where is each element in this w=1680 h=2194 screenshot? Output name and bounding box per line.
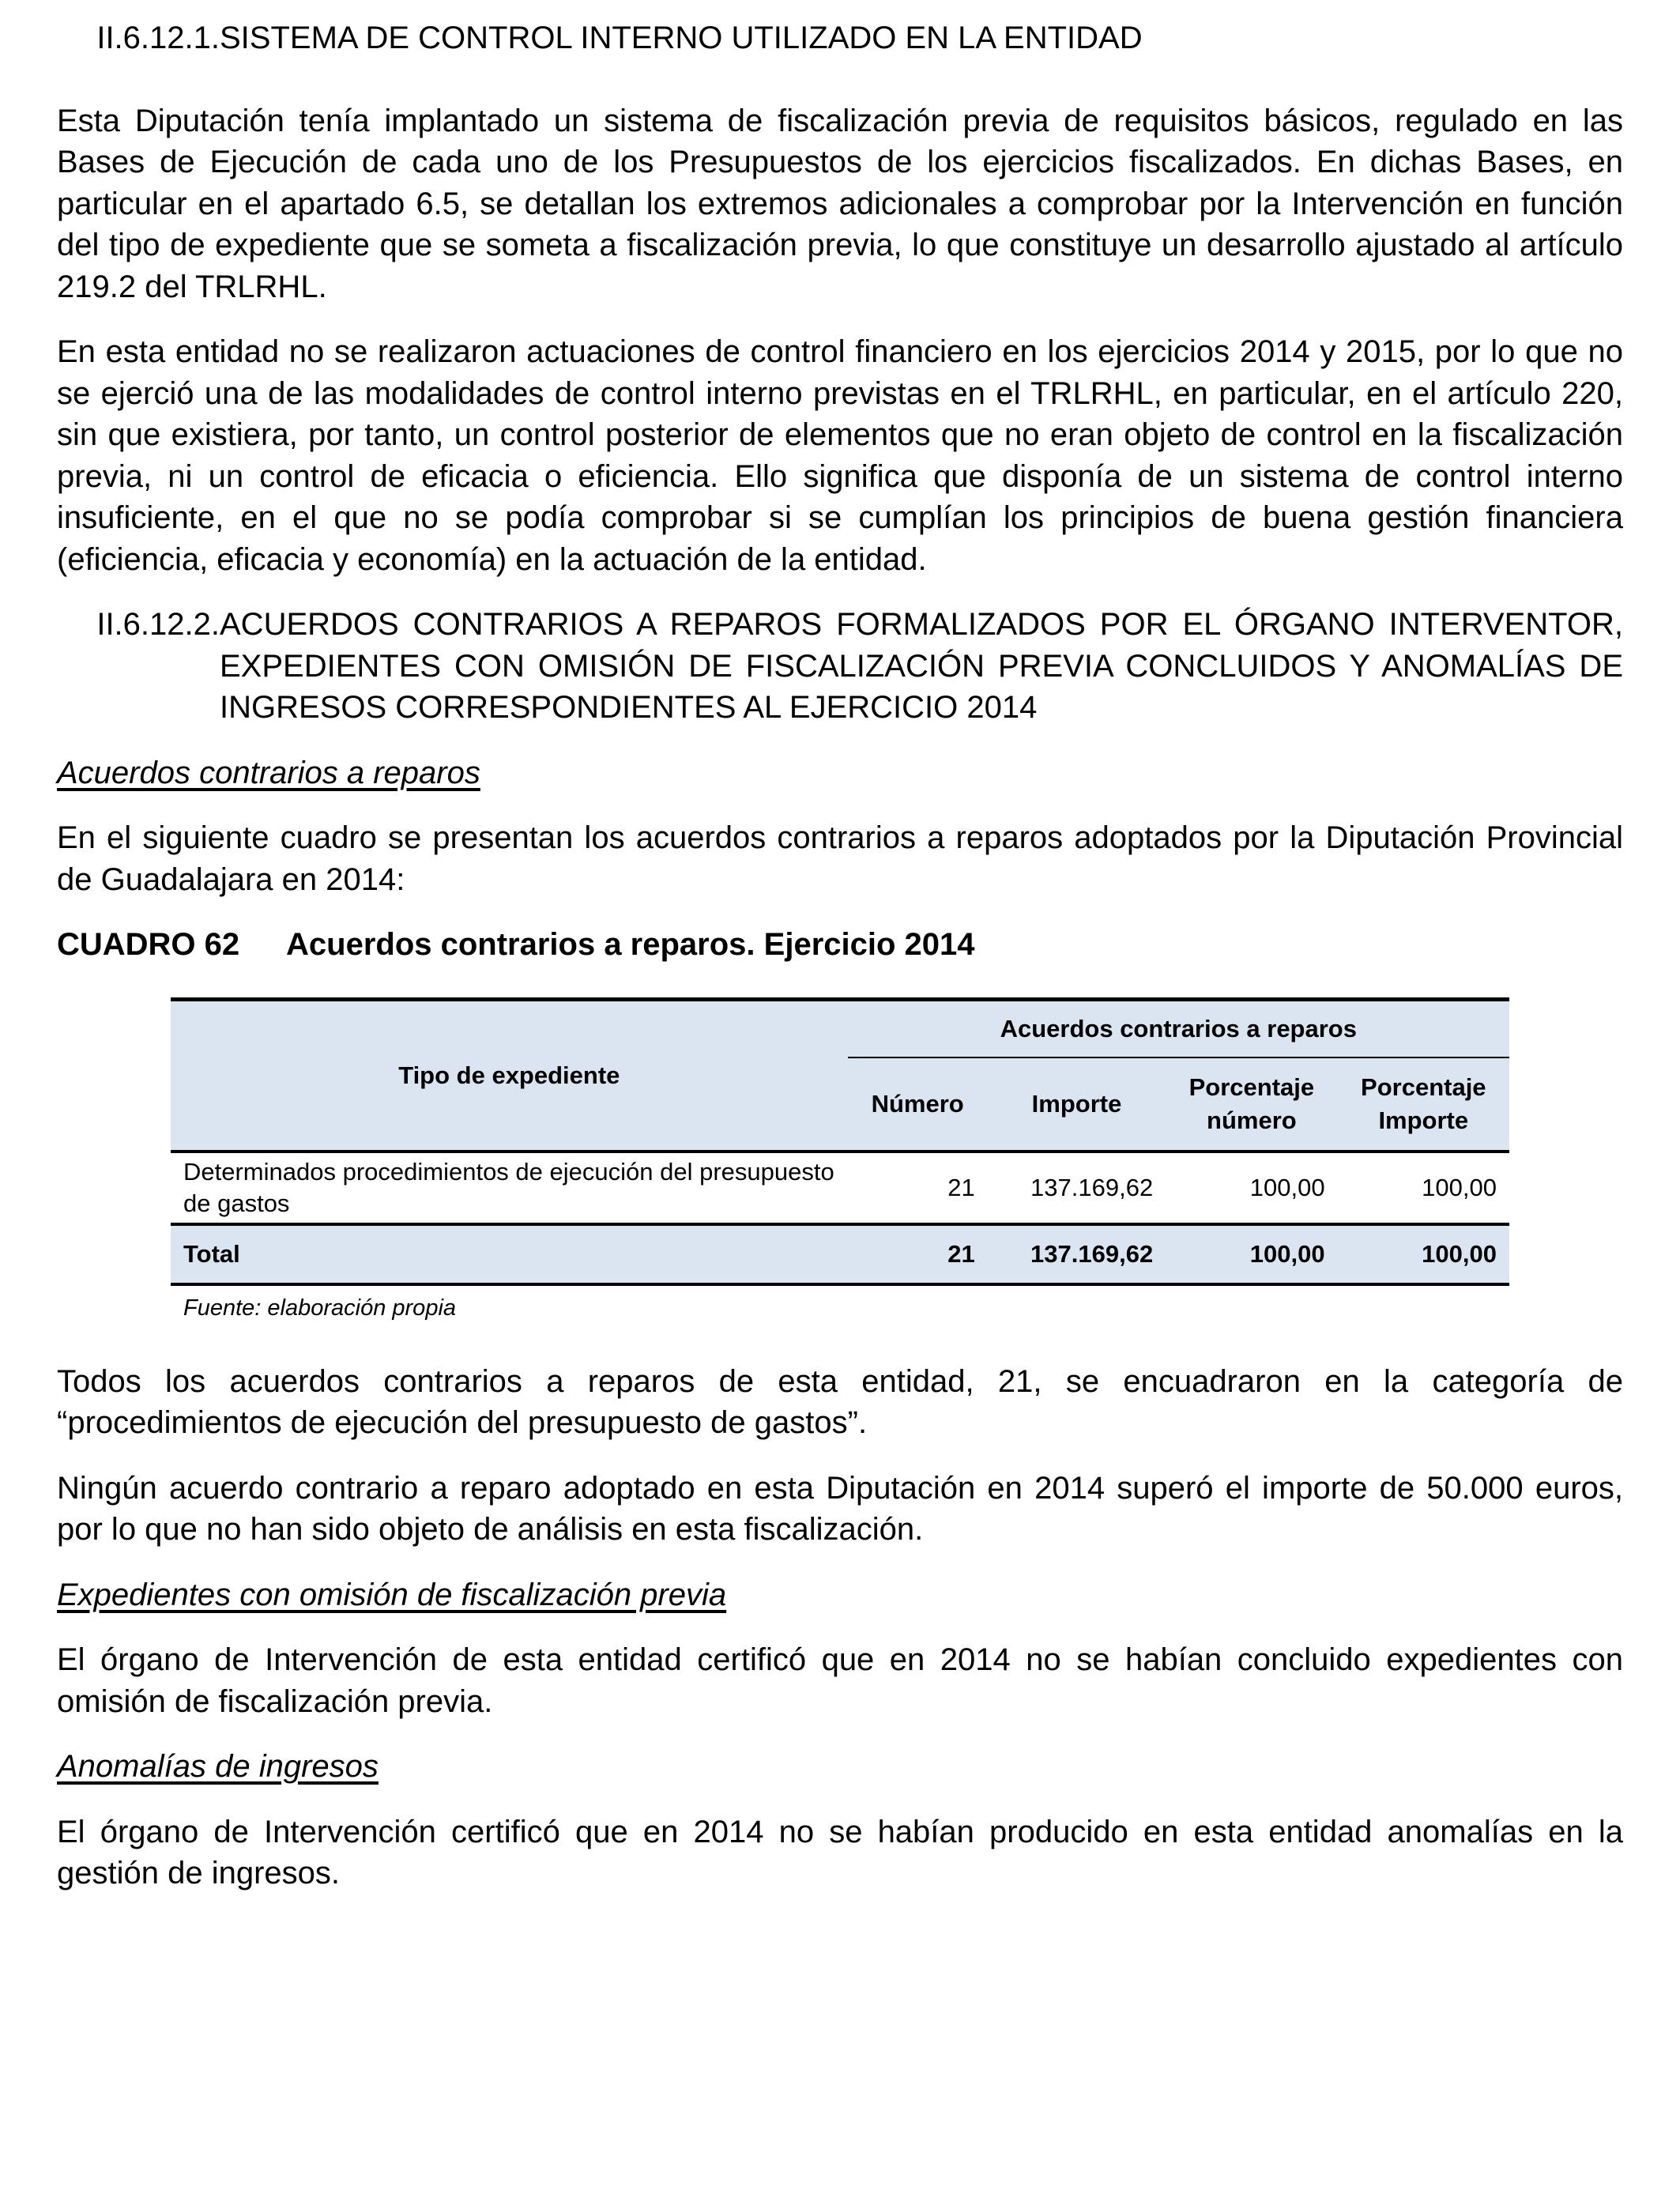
section-number: II.6.12.1. [96, 21, 220, 55]
cell-tipo: Determinados procedimientos de ejecución del presupuesto de gastos [183, 1157, 834, 1217]
cell-total-numero: 21 [848, 1224, 988, 1284]
paragraph-fiscalizacion-previa: Esta Diputación tenía implantado un sistema de fiscalización previa de requisitos básicos, regulado en las Bases de Ejecución de cada uno de los Presupuestos de los ejercicios fiscalizados. En dichas Bases, en particular en el apartado 6.5, se detallan los extremos adicionales a comprobar por la Intervención en función del tipo de expediente que se someta a fiscalización previa, lo que constituye un desarrollo ajustado al artículo 219.2 del TRLRHL. [57, 103, 1623, 304]
subheading-expedientes: Expedientes con omisión de fiscalización previa [57, 1577, 727, 1612]
subheading-anomalias: Anomalías de ingresos [57, 1749, 379, 1784]
header-numero: Número [848, 1057, 988, 1152]
table-caption [57, 924, 1623, 966]
cell-total-porcentaje-importe: 100,00 [1338, 1224, 1509, 1284]
cell-porcentaje-importe: 100,00 [1422, 1173, 1497, 1201]
table-caption-label: CUADRO 62 [57, 927, 240, 962]
table-total-row [171, 1224, 1509, 1284]
cell-importe: 137.169,62 [1030, 1173, 1154, 1201]
header-porcentaje-numero: Porcentaje número [1166, 1057, 1337, 1152]
paragraph-importe: Ningún acuerdo contrario a reparo adoptado en esta Diputación en 2014 superó el importe de 50.000 euros, por lo que no han sido objeto de análisis en esta fiscalización. [57, 1470, 1623, 1547]
paragraph-anomalias: El órgano de Intervención certificó que en 2014 no se habían producido en esta entidad anomalías en la gestión de ingresos. [57, 1814, 1623, 1891]
section-number: II.6.12.2. [96, 607, 220, 642]
cell-total-label: Total [171, 1224, 848, 1284]
paragraph-cuadro-intro: En el siguiente cuadro se presentan los acuerdos contrarios a reparos adoptados por la Diputación Provincial de Guadalajara en 2014: [57, 820, 1623, 897]
table-caption-title: Acuerdos contrarios a reparos. Ejercicio 2014 [286, 927, 975, 962]
section-title: SISTEMA DE CONTROL INTERNO UTILIZADO EN LA ENTIDAD [220, 21, 1143, 55]
paragraph-categoria: Todos los acuerdos contrarios a reparos de esta entidad, 21, se encuadraron en la categoría de “procedimientos de ejecución del presupuesto de gastos”. [57, 1363, 1623, 1440]
cell-total-porcentaje-numero: 100,00 [1166, 1224, 1337, 1284]
header-porcentaje-importe: Porcentaje Importe [1338, 1057, 1509, 1152]
cell-numero: 21 [947, 1173, 975, 1201]
header-importe: Importe [988, 1057, 1166, 1152]
paragraph-expedientes: El órgano de Intervención de esta entidad certificó que en 2014 no se habían concluido expedientes con omisión de fiscalización previa. [57, 1642, 1623, 1719]
table-row [171, 1152, 1509, 1224]
section-title: ACUERDOS CONTRARIOS A REPAROS FORMALIZADOS POR EL ÓRGANO INTERVENTOR, EXPEDIENTES CON OMISIÓN DE FISCALIZACIÓN PREVIA CONCLUIDOS Y ANOMALÍAS DE INGRESOS CORRESPONDIENTES AL EJERCICIO 2014 [220, 607, 1623, 725]
subheading-acuerdos: Acuerdos contrarios a reparos [57, 755, 480, 790]
header-group-acuerdos: Acuerdos contrarios a reparos [848, 999, 1509, 1057]
cell-total-importe: 137.169,62 [988, 1224, 1166, 1284]
cell-porcentaje-numero: 100,00 [1249, 1173, 1325, 1201]
acuerdos-table [171, 997, 1509, 1286]
section-heading-1 [57, 17, 1623, 59]
table-container [171, 997, 1509, 1321]
table-source-note: Fuente: elaboración propia [183, 1295, 457, 1321]
header-tipo-expediente: Tipo de expediente [171, 999, 848, 1152]
section-heading-2 [57, 604, 1623, 729]
document-page [57, 17, 1623, 1894]
paragraph-control-financiero: En esta entidad no se realizaron actuaciones de control financiero en los ejercicios 2014 y 2015, por lo que no se ejerció una de las modalidades de control interno previstas en el TRLRHL, en particular, en el artículo 220, sin que existiera, por tanto, un control posterior de elementos que no eran objeto de control en la fiscalización previa, ni un control de eficacia o eficiencia. Ello significa que disponía de un sistema de control interno insuficiente, en el que no se podía comprobar si se cumplían los principios de buena gestión financiera (eficiencia, eficacia y economía) en la actuación de la entidad. [57, 334, 1623, 577]
